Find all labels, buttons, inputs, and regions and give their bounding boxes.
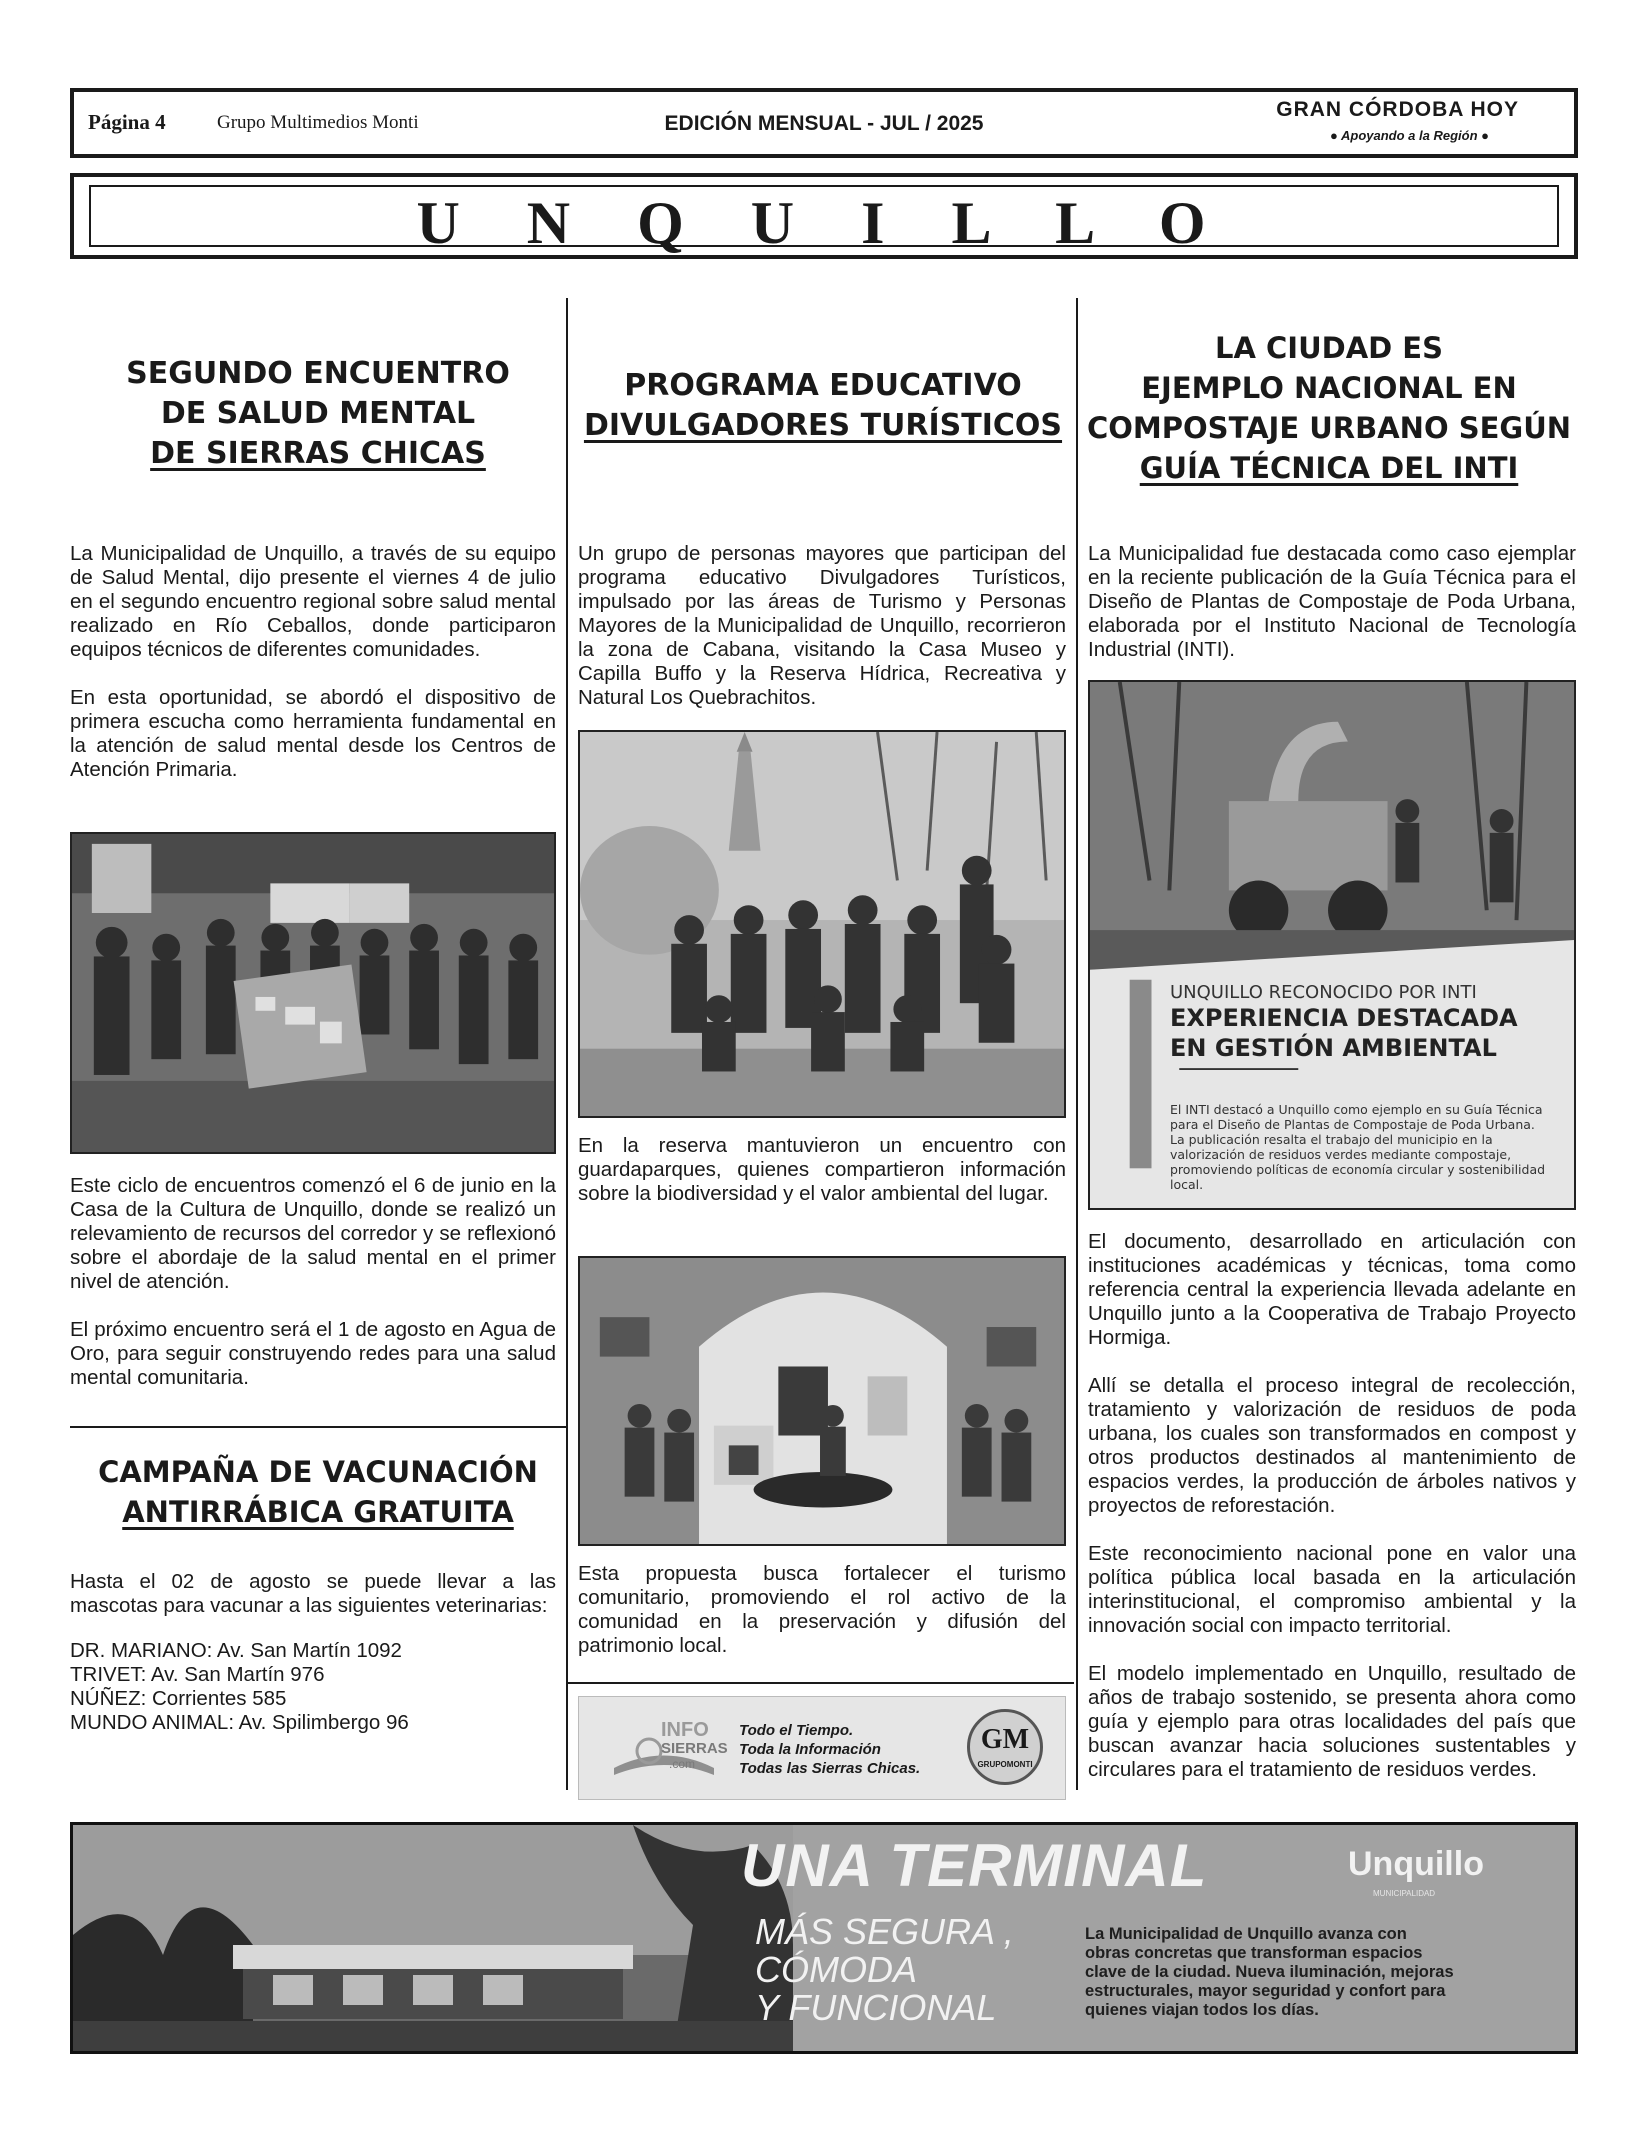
paragraph: El próximo encuentro será el 1 de agosto en Agua de Oro, para seguir construyendo redes para una salud mental comunitaria. <box>70 1318 556 1389</box>
grupo-monti-logo <box>967 1709 1043 1785</box>
paragraph: Esta propuesta busca fortalecer el turismo comunitario, promoviendo el rol activo de la comunidad en la preservación y difusión del patrimonio local. <box>578 1562 1066 1657</box>
card-kicker: UNQUILLO RECONOCIDO POR INTI <box>1170 982 1477 1003</box>
vet-item: TRIVET: Av. San Martín 976 <box>70 1663 325 1686</box>
column-divider-1 <box>566 298 568 1790</box>
paragraph: En la reserva mantuvieron un encuentro con guardaparques, quienes compartieron información sobre la biodiversidad y el valor ambiental del lugar. <box>578 1134 1066 1205</box>
newspaper-name: GRAN CÓRDOBA HOY <box>1276 98 1519 121</box>
page-number: Página 4 <box>88 110 166 134</box>
unquillo-logo: Unquillo <box>1348 1845 1484 1883</box>
article-salud-mental-body <box>70 542 556 806</box>
infosierras-logo <box>609 1713 728 1783</box>
article-divulgadores-body <box>578 542 1066 734</box>
banner-subtitle <box>755 1913 1014 2027</box>
ad-line: Toda la Información <box>739 1741 881 1758</box>
card-title: EXPERIENCIA DESTACADA <box>1170 1004 1518 1032</box>
section-title-box <box>70 173 1578 259</box>
ad-line: Todo el Tiempo. <box>739 1722 854 1739</box>
newspaper-tagline: ● Apoyando a la Región ● <box>1330 128 1489 143</box>
section-title: U N Q U I L L O <box>416 190 1232 256</box>
paragraph: Este reconocimiento nacional pone en valor una política pública local basada en la articulación interinstitucional, el compromiso ambiental y la innovación social con impacto territorial. <box>1088 1542 1576 1637</box>
vet-item: NÚÑEZ: Corrientes 585 <box>70 1687 287 1710</box>
banner-text-line: estructurales, mayor seguridad y confort para <box>1085 1982 1446 2000</box>
logo-text: INFO <box>661 1719 709 1741</box>
vet-item: DR. MARIANO: Av. San Martín 1092 <box>70 1639 402 1662</box>
banner-subtitle-line: CÓMODA <box>755 1949 917 1990</box>
headline-compostaje <box>1080 328 1578 488</box>
headline-line: DE SIERRAS CHICAS <box>150 436 486 471</box>
paragraph: La Municipalidad de Unquillo, a través de su equipo de Salud Mental, dijo presente el viernes 4 de julio en el segundo encuentro regional sobre salud mental realizado en Río Ceballos, donde participaron equipos técnicos de diferentes comunidades. <box>70 542 556 661</box>
photo-salud-mental-group <box>70 832 556 1154</box>
photo-casa-museo-interior <box>578 1256 1066 1546</box>
headline-line: EJEMPLO NACIONAL EN <box>1141 371 1517 405</box>
headline-line: SEGUNDO ENCUENTRO <box>126 356 510 391</box>
paragraph: El modelo implementado en Unquillo, resultado de años de trabajo sostenido, se presenta ahora como guía y ejemplo para otras localidades del país que buscan avanzar hacia soluciones sustentables y circulares para el tratamiento de residuos verdes. <box>1088 1662 1576 1781</box>
headline-line: CAMPAÑA DE VACUNACIÓN <box>98 1455 538 1489</box>
banner-subtitle-line: Y FUNCIONAL <box>755 1987 997 2028</box>
paragraph: Hasta el 02 de agosto se puede llevar a las mascotas para vacunar a las siguientes veterinarias: <box>70 1570 556 1617</box>
card-body: El INTI destacó a Unquillo como ejemplo en su Guía Técnica para el Diseño de Plantas de Compostaje de Poda Urbana. La publicación resalta el trabajo del municipio en la valorización de residuos verdes mediante compostaje, promoviendo políticas de economía circular y sostenibilidad local. <box>1170 1102 1546 1192</box>
column1-separator <box>70 1426 566 1428</box>
ad-line: Todas las Sierras Chicas. <box>739 1760 921 1777</box>
paragraph: Un grupo de personas mayores que participan del programa educativo Divulgadores Turísticos, impulsado por las áreas de Turismo y Personas Mayores de la Municipalidad de Unquillo, recorrieron la zona de Cabana, visitando la Casa Museo y Capilla Buffo y la Reserva Hídrica, Recreativa y Natural Los Quebrachitos. <box>578 542 1066 709</box>
masthead-bar <box>70 88 1578 158</box>
article-vacunacion-body <box>70 1570 556 1735</box>
photo-divulgadores-group <box>578 730 1066 1118</box>
article-divulgadores-body-2 <box>578 1134 1066 1230</box>
column-divider-2 <box>1076 298 1078 1790</box>
card-title: EN GESTIÓN AMBIENTAL <box>1170 1034 1497 1062</box>
infosierras-ad[interactable] <box>578 1696 1066 1800</box>
banner-text-line: clave de la ciudad. Nueva iluminación, mejoras <box>1085 1963 1454 1981</box>
paragraph: En esta oportunidad, se abordó el dispositivo de primera escucha como herramienta fundamental en la atención de salud mental desde los Centros de Atención Primaria. <box>70 686 556 781</box>
vet-list <box>70 1639 556 1735</box>
article-compostaje-body-2 <box>1088 1230 1576 1806</box>
banner-text-line: La Municipalidad de Unquillo avanza con <box>1085 1925 1407 1943</box>
headline-line: COMPOSTAJE URBANO SEGÚN <box>1086 411 1572 445</box>
inti-feature-image <box>1088 680 1576 1210</box>
banner-text <box>1085 1925 1454 2020</box>
logo-text: SIERRAS <box>661 1740 728 1757</box>
logo-text: .com <box>669 1757 696 1771</box>
headline-line: PROGRAMA EDUCATIVO <box>624 368 1022 403</box>
paragraph: La Municipalidad fue destacada como caso ejemplar en la reciente publicación de la Guía Técnica para el Diseño de Plantas de Compostaje de Poda Urbana, elaborada por el Instituto Nacional de Tecnología Industrial (INTI). <box>1088 542 1576 661</box>
headline-vacunacion <box>70 1452 566 1532</box>
headline-line: DE SALUD MENTAL <box>160 396 476 431</box>
paragraph: Allí se detalla el proceso integral de recolección, tratamiento y valorización de residuos de poda urbana, los cuales son transformados en compost y otros productos destinados al mantenimiento de espacios verdes, la producción de árboles nativos y proyectos de reforestación. <box>1088 1374 1576 1517</box>
headline-line: DIVULGADORES TURÍSTICOS <box>583 408 1063 443</box>
article-divulgadores-body-3 <box>578 1562 1066 1682</box>
headline-line: LA CIUDAD ES <box>1214 331 1444 365</box>
article-compostaje-body <box>1088 542 1576 686</box>
banner-text-line: quienes viajan todos los días. <box>1085 2001 1319 2019</box>
banner-text-line: obras concretas que transforman espacios <box>1085 1944 1423 1962</box>
paragraph: El documento, desarrollado en articulación con instituciones académicas y técnicas, toma como referencia central la experiencia llevada adelante en Unquillo junto a la Cooperativa de Trabajo Proyecto Hormiga. <box>1088 1230 1576 1349</box>
logo-text: GRUPOMONTI <box>977 1760 1033 1769</box>
column2-separator <box>568 1682 1074 1684</box>
headline-line: GUÍA TÉCNICA DEL INTI <box>1139 451 1519 485</box>
edition-label: EDICIÓN MENSUAL - JUL / 2025 <box>664 112 984 135</box>
ad-slogan <box>739 1721 920 1778</box>
unquillo-logo-sub: MUNICIPALIDAD <box>1373 1889 1436 1898</box>
headline-divulgadores <box>570 366 1076 446</box>
banner-subtitle-line: MÁS SEGURA , <box>755 1911 1014 1952</box>
paragraph: Este ciclo de encuentros comenzó el 6 de junio en la Casa de la Cultura de Unquillo, donde se realizó un relevamiento de recursos del corredor y se reflexionó sobre el abordaje de la salud mental en el primer nivel de atención. <box>70 1174 556 1293</box>
headline-line: ANTIRRÁBICA GRATUITA <box>122 1495 514 1529</box>
vet-item: MUNDO ANIMAL: Av. Spilimbergo 96 <box>70 1711 409 1734</box>
headline-salud-mental <box>70 354 566 474</box>
logo-text: GM <box>980 1724 1030 1755</box>
terminal-banner-ad[interactable] <box>70 1822 1578 2054</box>
article-salud-mental-body-2 <box>70 1174 556 1414</box>
banner-title: UNA TERMINAL <box>741 1832 1208 1899</box>
publisher-name: Grupo Multimedios Monti <box>217 112 419 133</box>
